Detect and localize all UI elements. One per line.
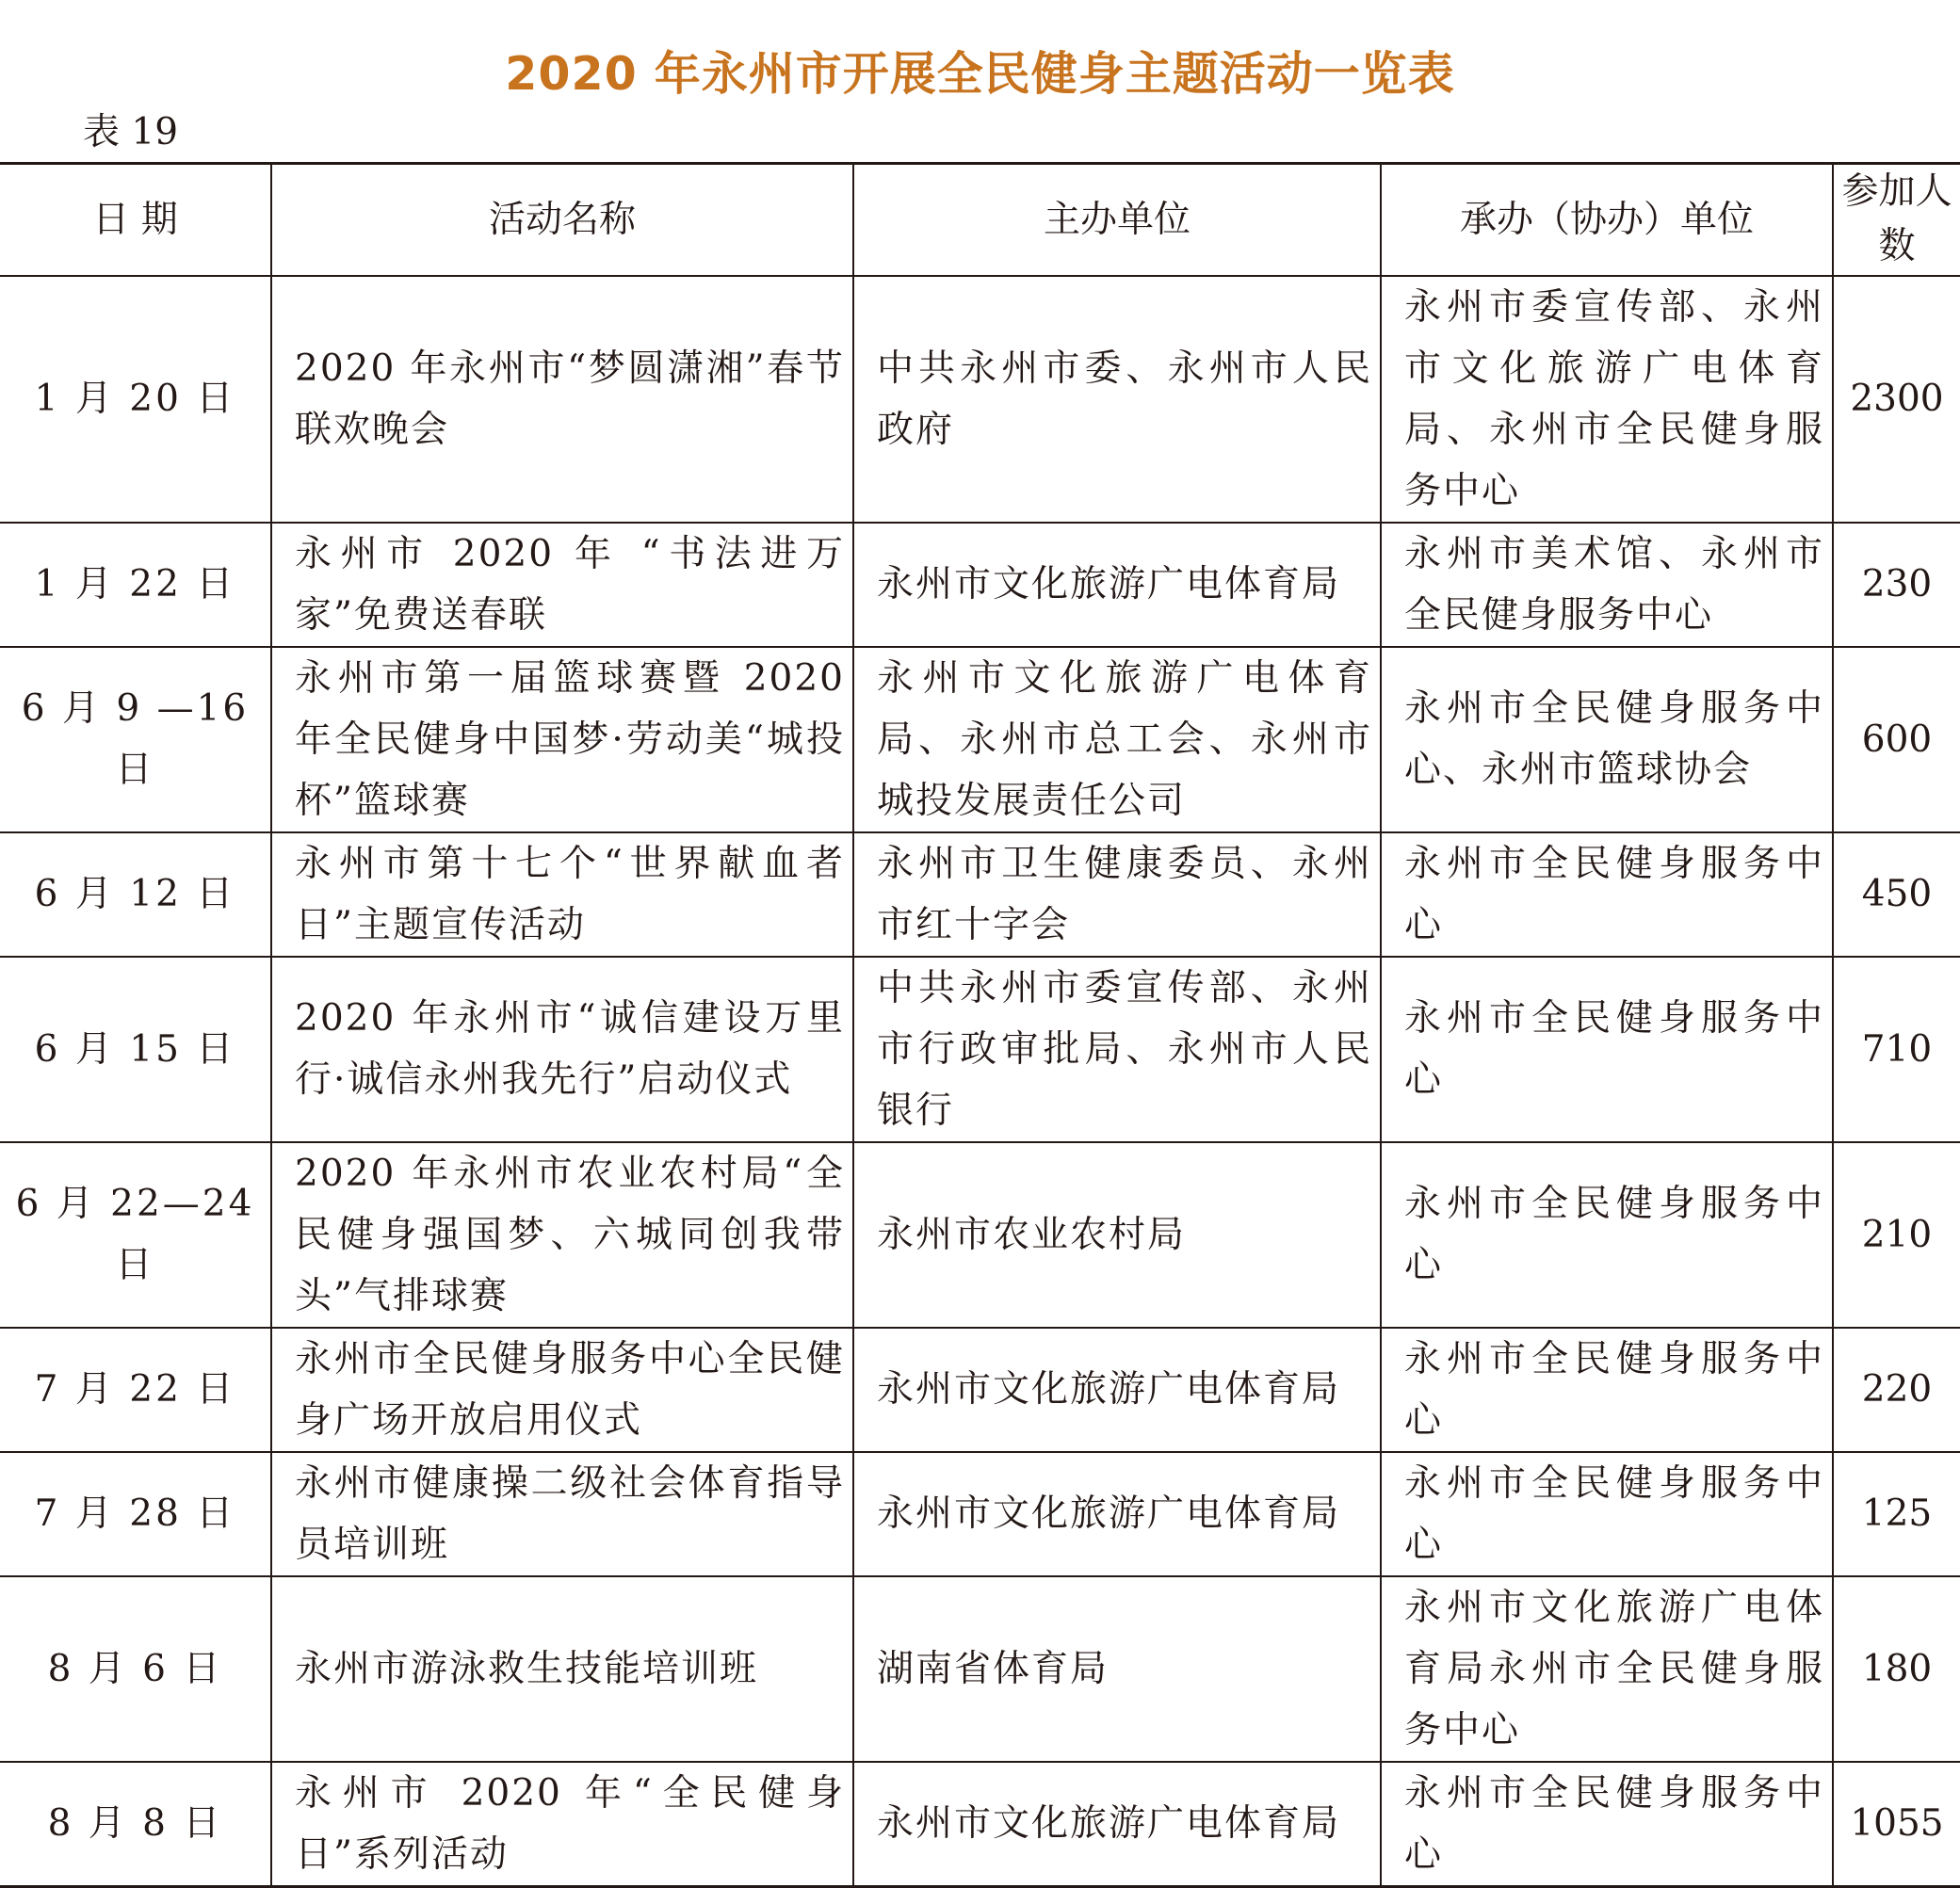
table-row bbox=[0, 276, 1960, 523]
cell-date: 6 月 12 日 bbox=[0, 832, 271, 957]
cell-organizer: 永州市委宣传部、永州市文化旅游广电体育局、永州市全民健身服务中心 bbox=[1381, 276, 1833, 523]
cell-participants: 210 bbox=[1833, 1142, 1960, 1328]
cell-organizer: 永州市全民健身服务中心、永州市篮球协会 bbox=[1381, 647, 1833, 832]
table-row bbox=[0, 1762, 1960, 1887]
table-row bbox=[0, 1142, 1960, 1328]
cell-date: 7 月 22 日 bbox=[0, 1328, 271, 1452]
cell-organizer: 永州市全民健身服务中心 bbox=[1381, 1142, 1833, 1328]
cell-activity: 2020 年永州市“梦圆潇湘”春节联欢晚会 bbox=[271, 276, 853, 523]
table-row bbox=[0, 647, 1960, 832]
cell-participants: 2300 bbox=[1833, 276, 1960, 523]
cell-participants: 230 bbox=[1833, 523, 1960, 647]
cell-participants: 600 bbox=[1833, 647, 1960, 832]
table-row bbox=[0, 1328, 1960, 1452]
cell-date: 8 月 8 日 bbox=[0, 1762, 271, 1887]
table-row bbox=[0, 832, 1960, 957]
cell-organizer: 永州市全民健身服务中心 bbox=[1381, 832, 1833, 957]
cell-date: 1 月 20 日 bbox=[0, 276, 271, 523]
header-date: 日 期 bbox=[0, 164, 271, 276]
cell-host: 永州市文化旅游广电体育局 bbox=[853, 1328, 1381, 1452]
cell-host: 永州市卫生健康委员、永州市红十字会 bbox=[853, 832, 1381, 957]
table-row bbox=[0, 1576, 1960, 1762]
cell-organizer: 永州市全民健身服务中心 bbox=[1381, 957, 1833, 1142]
cell-date: 6 月 22—24 日 bbox=[0, 1142, 271, 1328]
cell-host: 中共永州市委、永州市人民政府 bbox=[853, 276, 1381, 523]
cell-date: 6 月 15 日 bbox=[0, 957, 271, 1142]
cell-organizer: 永州市全民健身服务中心 bbox=[1381, 1762, 1833, 1887]
cell-date: 8 月 6 日 bbox=[0, 1576, 271, 1762]
cell-activity: 永州市第一届篮球赛暨 2020 年全民健身中国梦·劳动美“城投杯”篮球赛 bbox=[271, 647, 853, 832]
cell-host: 永州市农业农村局 bbox=[853, 1142, 1381, 1328]
cell-host: 永州市文化旅游广电体育局 bbox=[853, 523, 1381, 647]
cell-host: 湖南省体育局 bbox=[853, 1576, 1381, 1762]
activity-table bbox=[0, 162, 1960, 1888]
cell-participants: 1055 bbox=[1833, 1762, 1960, 1887]
cell-activity: 永州市健康操二级社会体育指导员培训班 bbox=[271, 1452, 853, 1576]
cell-host: 永州市文化旅游广电体育局、永州市总工会、永州市城投发展责任公司 bbox=[853, 647, 1381, 832]
cell-activity: 2020 年永州市“诚信建设万里行·诚信永州我先行”启动仪式 bbox=[271, 957, 853, 1142]
header-organizer: 承办（协办）单位 bbox=[1381, 164, 1833, 276]
cell-date: 7 月 28 日 bbox=[0, 1452, 271, 1576]
header-host: 主办单位 bbox=[853, 164, 1381, 276]
cell-participants: 220 bbox=[1833, 1328, 1960, 1452]
page-title: 2020 年永州市开展全民健身主题活动一览表 bbox=[505, 47, 1455, 101]
cell-participants: 450 bbox=[1833, 832, 1960, 957]
cell-organizer: 永州市文化旅游广电体育局永州市全民健身服务中心 bbox=[1381, 1576, 1833, 1762]
cell-date: 6 月 9 —16 日 bbox=[0, 647, 271, 832]
cell-participants: 180 bbox=[1833, 1576, 1960, 1762]
cell-date: 1 月 22 日 bbox=[0, 523, 271, 647]
cell-host: 永州市文化旅游广电体育局 bbox=[853, 1452, 1381, 1576]
cell-activity: 永州市第十七个“世界献血者日”主题宣传活动 bbox=[271, 832, 853, 957]
cell-participants: 125 bbox=[1833, 1452, 1960, 1576]
table-row bbox=[0, 523, 1960, 647]
cell-activity: 永州市游泳救生技能培训班 bbox=[271, 1576, 853, 1762]
cell-participants: 710 bbox=[1833, 957, 1960, 1142]
table-label: 表 19 bbox=[83, 111, 179, 153]
header-activity: 活动名称 bbox=[271, 164, 853, 276]
header-participants: 参加人数 bbox=[1833, 164, 1960, 276]
table-header-row bbox=[0, 164, 1960, 276]
cell-organizer: 永州市全民健身服务中心 bbox=[1381, 1452, 1833, 1576]
cell-host: 永州市文化旅游广电体育局 bbox=[853, 1762, 1381, 1887]
cell-activity: 永州市 2020 年 “书法进万家”免费送春联 bbox=[271, 523, 853, 647]
table-row bbox=[0, 1452, 1960, 1576]
cell-organizer: 永州市全民健身服务中心 bbox=[1381, 1328, 1833, 1452]
cell-activity: 永州市 2020 年“全民健身日”系列活动 bbox=[271, 1762, 853, 1887]
cell-organizer: 永州市美术馆、永州市全民健身服务中心 bbox=[1381, 523, 1833, 647]
cell-activity: 永州市全民健身服务中心全民健身广场开放启用仪式 bbox=[271, 1328, 853, 1452]
table-row bbox=[0, 957, 1960, 1142]
cell-host: 中共永州市委宣传部、永州市行政审批局、永州市人民银行 bbox=[853, 957, 1381, 1142]
cell-activity: 2020 年永州市农业农村局“全民健身强国梦、六城同创我带头”气排球赛 bbox=[271, 1142, 853, 1328]
